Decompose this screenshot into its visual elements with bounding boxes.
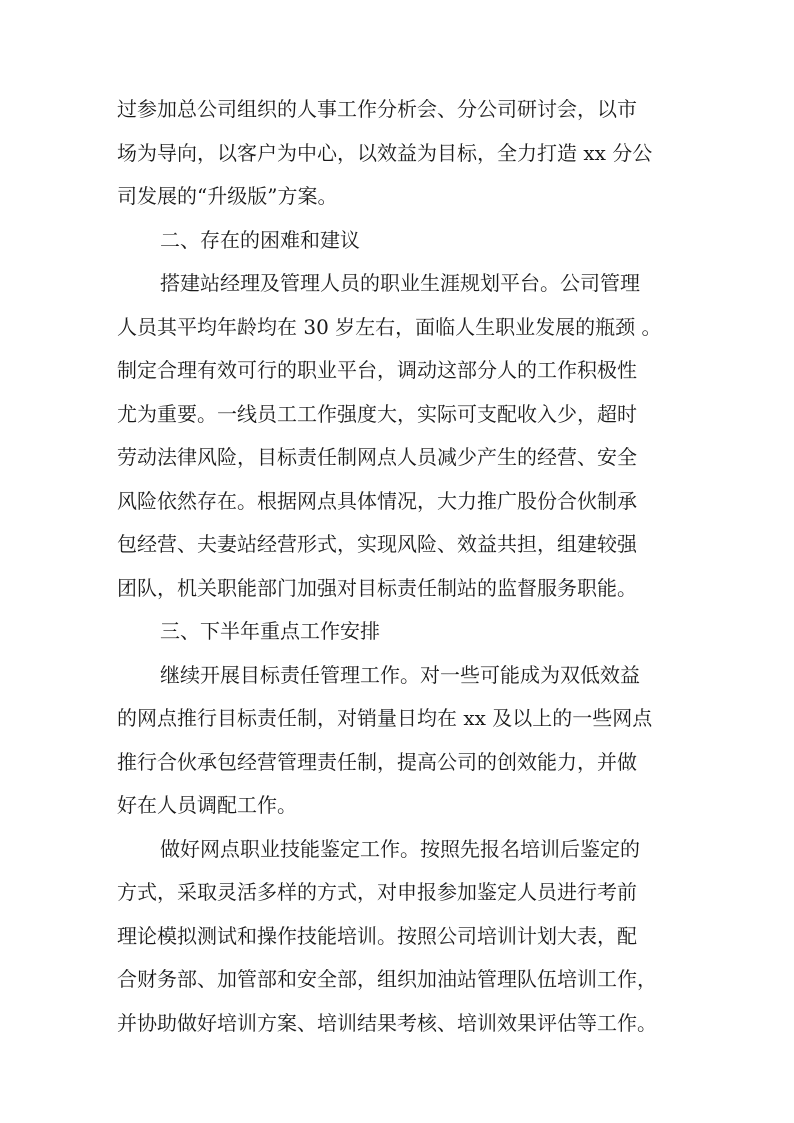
text-line: 司发展的“升级版”方案。 bbox=[117, 184, 338, 208]
text-line: 过参加总公司组织的人事工作分析会、分公司研讨会，以市 bbox=[117, 97, 637, 121]
text-line: 推行合伙承包经营管理责任制，提高公司的创效能力，并做 bbox=[117, 750, 637, 774]
section-heading: 二、存在的困难和建议 bbox=[160, 228, 360, 252]
text-line: 理论模拟测试和操作技能培训。按照公司培训计划大表，配 bbox=[117, 924, 637, 948]
text-line: 的网点推行目标责任制，对销量日均在 xx 及以上的一些网点 bbox=[117, 706, 653, 730]
text-line: 方式，采取灵活多样的方式，对申报参加鉴定人员进行考前 bbox=[117, 880, 637, 904]
text-line: 包经营、夫妻站经营形式，实现风险、效益共担，组建较强 bbox=[117, 532, 637, 556]
text-line: 尤为重要。一线员工工作强度大，实际可支配收入少，超时 bbox=[117, 402, 637, 426]
section-heading: 三、下半年重点工作安排 bbox=[160, 619, 380, 643]
text-line: 制定合理有效可行的职业平台，调动这部分人的工作积极性 bbox=[117, 358, 637, 382]
text-line: 团队，机关职能部门加强对目标责任制站的监督服务职能。 bbox=[117, 576, 637, 600]
text-line: 做好网点职业技能鉴定工作。按照先报名培训后鉴定的 bbox=[160, 837, 640, 861]
text-line: 并协助做好培训方案、培训结果考核、培训效果评估等工作。 bbox=[117, 1011, 657, 1035]
text-line: 继续开展目标责任管理工作。对一些可能成为双低效益 bbox=[160, 663, 640, 687]
text-line: 场为导向，以客户为中心，以效益为目标，全力打造 xx 分公 bbox=[117, 141, 653, 165]
text-line: 人员其平均年龄均在 30 岁左右，面临人生职业发展的瓶颈 。 bbox=[117, 315, 662, 339]
text-line: 劳动法律风险，目标责任制网点人员减少产生的经营、安全 bbox=[117, 445, 637, 469]
text-line: 合财务部、加管部和安全部，组织加油站管理队伍培训工作， bbox=[117, 967, 657, 991]
text-line: 搭建站经理及管理人员的职业生涯规划平台。公司管理 bbox=[160, 271, 640, 295]
text-line: 好在人员调配工作。 bbox=[117, 793, 297, 817]
text-line: 风险依然存在。根据网点具体情况，大力推广股份合伙制承 bbox=[117, 489, 637, 513]
